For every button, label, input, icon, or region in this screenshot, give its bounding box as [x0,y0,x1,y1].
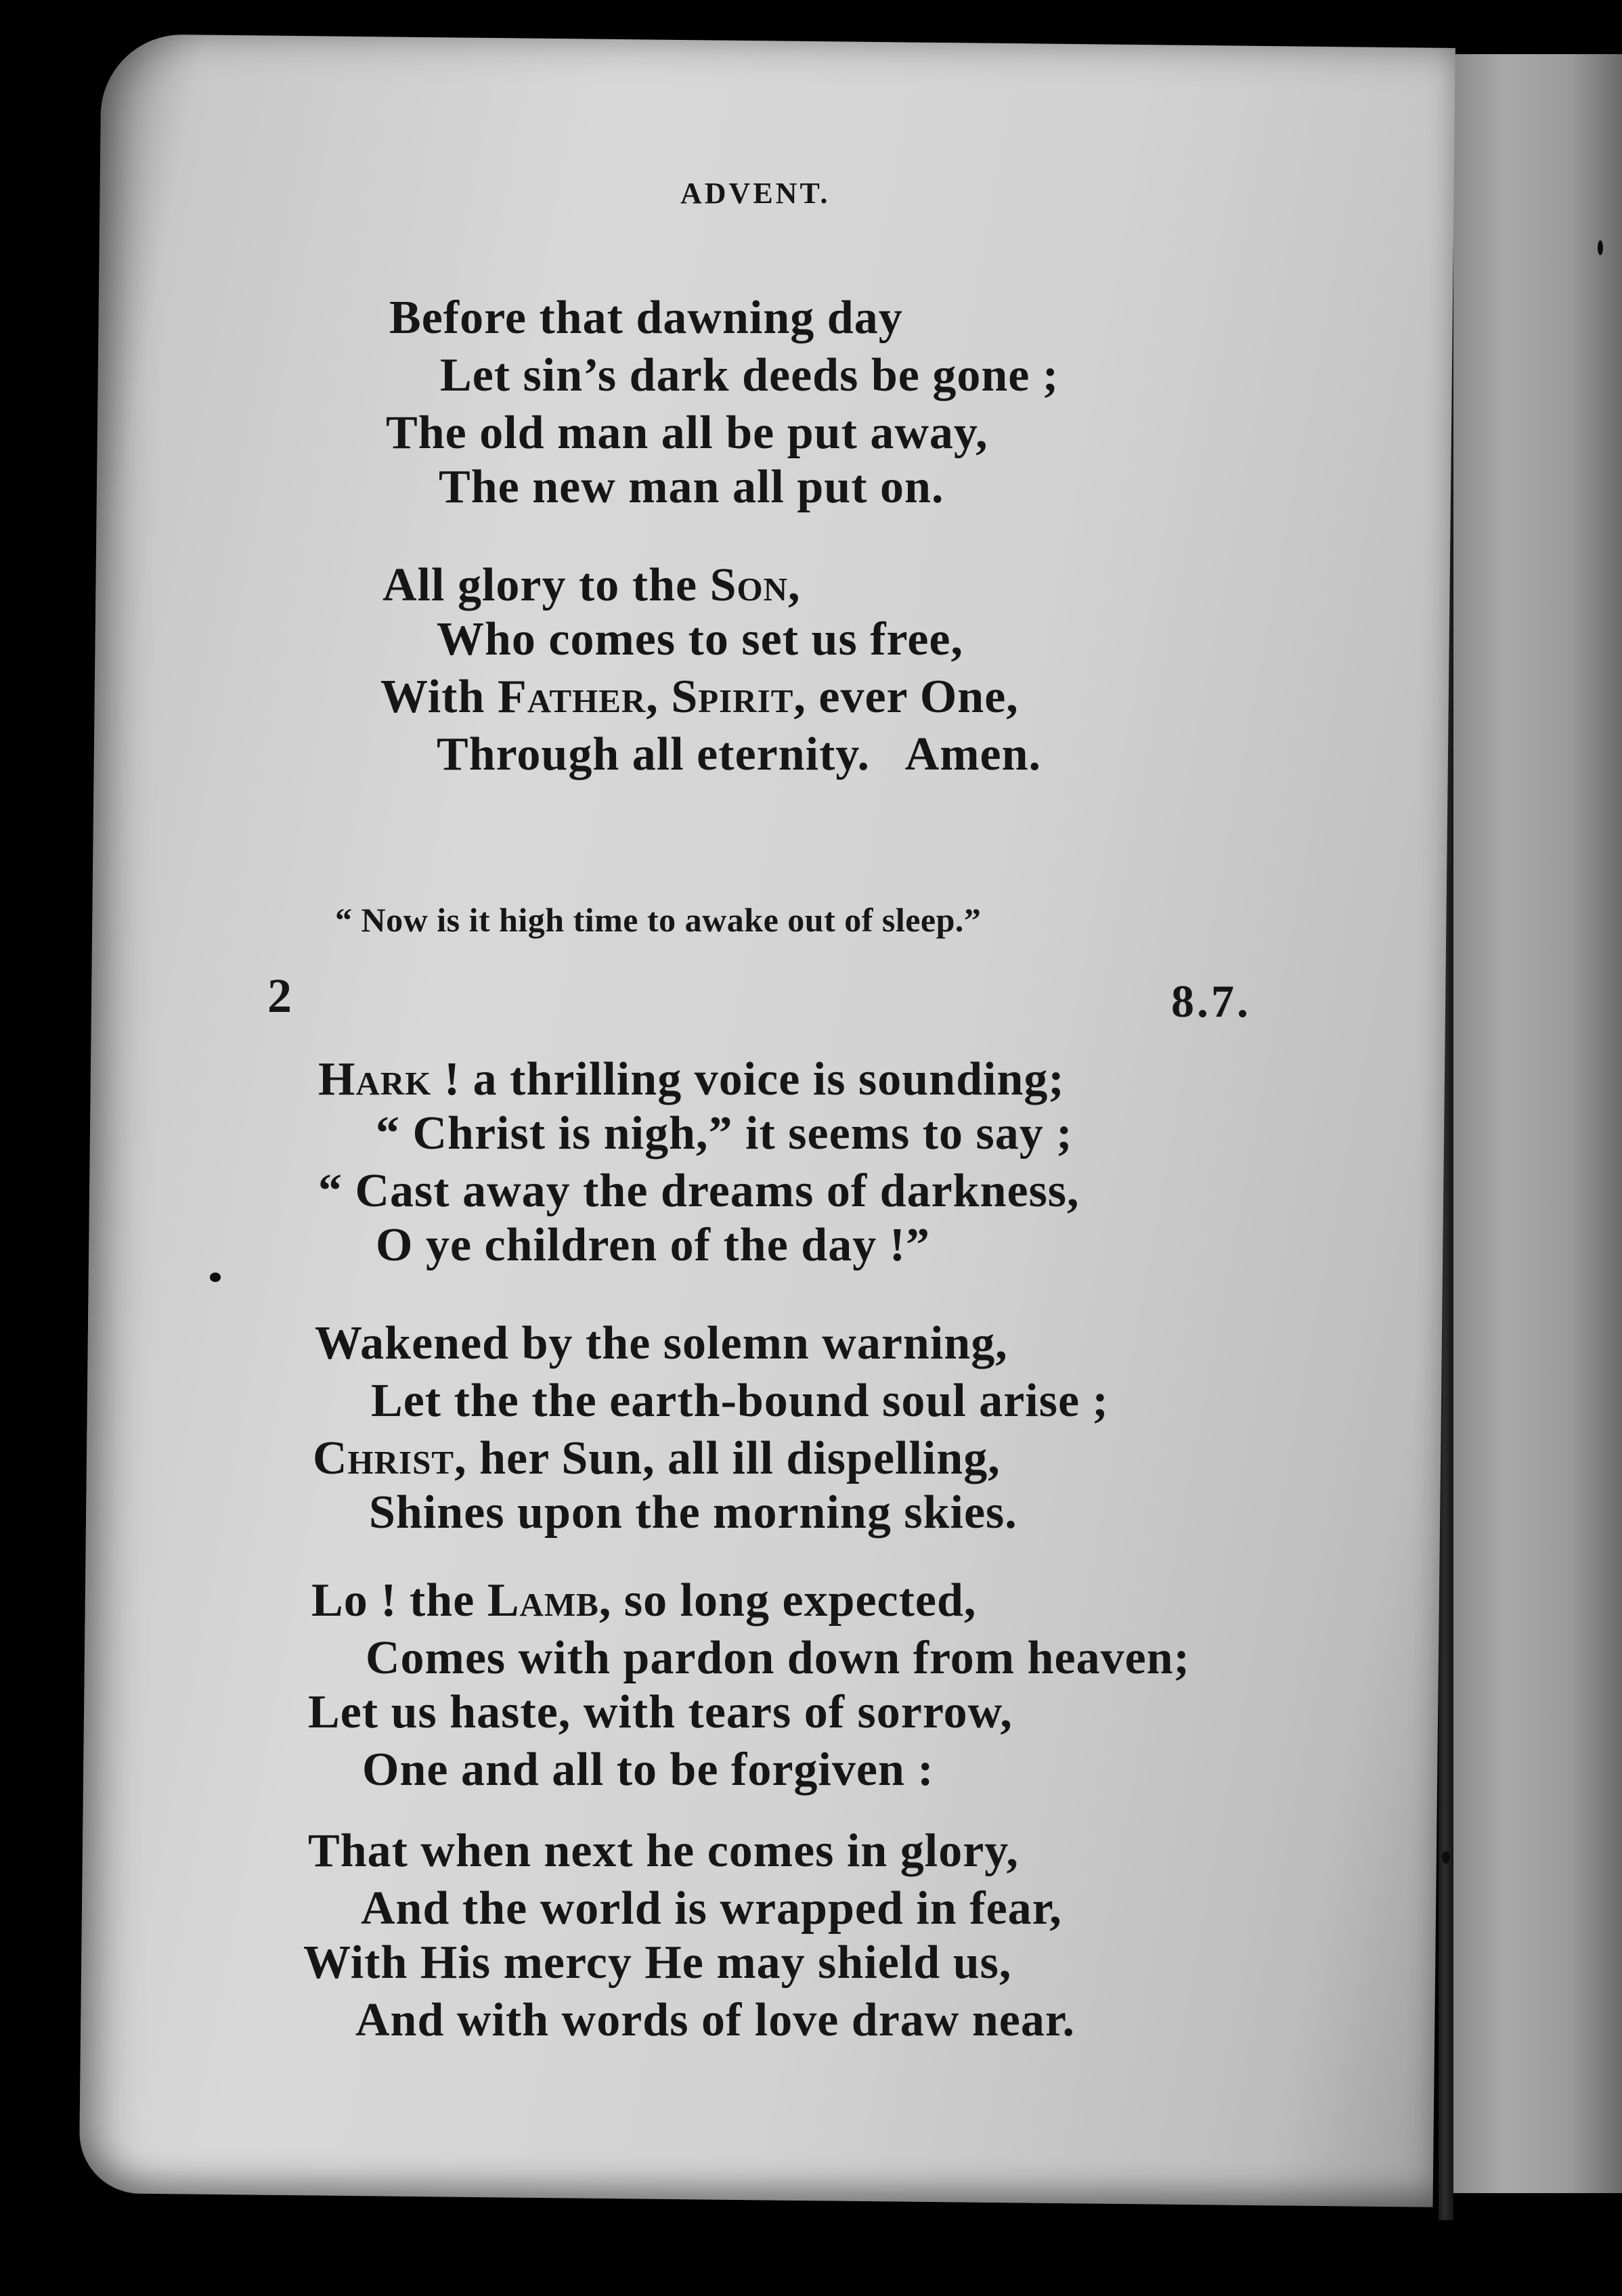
epigraph: “ Now is it high time to awake out of sleep.” [335,901,982,939]
verse-line [311,1574,976,1628]
verse-line: Let sin’s dark deeds be gone ; [440,349,1059,401]
verse-line: Shines upon the morning skies. [369,1486,1017,1539]
verse-text: All glory to the [382,559,710,611]
verse-line: “ Christ is nigh,” it seems to say ; [376,1107,1073,1160]
small-caps-word: Son [709,559,789,611]
small-caps-word: Father [497,671,646,723]
verse-text: , [646,671,672,723]
verse-line: One and all to be forgiven : [362,1744,934,1796]
verse-text: With [380,671,498,723]
verse-line: With His mercy He may shield us, [303,1937,1012,1989]
verse-line: “ Cast away the dreams of darkness, [318,1165,1080,1217]
small-caps-word: Christ [313,1432,455,1484]
verse-text: Lo ! the [311,1574,487,1627]
verse-line: Through all eternity. Amen. [437,728,1042,780]
verse-line: O ye children of the day !” [376,1219,931,1271]
hymn-number: 2 [267,969,292,1023]
verse-text: , so long expected, [598,1574,977,1627]
verse-line [380,670,1019,724]
verse-line: Before that dawning day [389,292,903,344]
verse-line: Comes with pardon down from heaven; [366,1632,1190,1684]
verse-text: , ever One, [793,671,1019,723]
verse-text: , [788,559,801,611]
hymn-meter: 8.7. [1171,975,1251,1027]
running-header: ADVENT. [680,177,831,210]
verse-text: ! a thrilling voice is sounding; [431,1053,1065,1105]
verse-line: Let us haste, with tears of sorrow, [308,1686,1013,1738]
verse-line [382,558,801,613]
verse-line: Let the the earth-bound soul arise ; [371,1375,1109,1427]
verse-line: Wakened by the solemn warning, [315,1317,1008,1369]
verse-line [313,1432,1001,1486]
verse-text: , her Sun, all ill dispelling, [454,1432,1001,1484]
verse-line: And with words of love draw near. [355,1994,1075,2046]
verse-line: The old man all be put away, [386,407,988,459]
verse-line: Who comes to set us free, [437,613,963,665]
verse-line: The new man all put on. [439,461,944,513]
verse-line: And the world is wrapped in fear, [361,1882,1062,1935]
small-caps-word: Spirit [671,671,794,723]
verse-line [318,1053,1065,1107]
verse-line: That when next he comes in glory, [308,1825,1019,1877]
small-caps-word: Hark [318,1053,432,1105]
small-caps-word: Lamb [487,1574,599,1627]
